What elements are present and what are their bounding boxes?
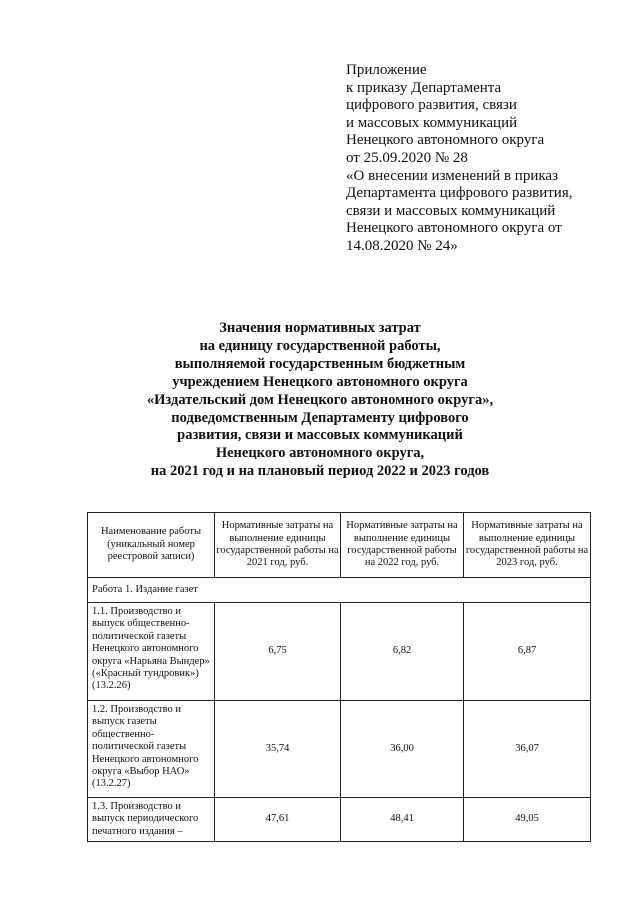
table-row bbox=[88, 701, 591, 798]
value-2022: 48,41 bbox=[341, 798, 464, 842]
appendix-line: связи и массовых коммуникаций bbox=[346, 202, 556, 219]
document-title bbox=[0, 320, 640, 481]
header-cost-2021: Нормативные затраты на выполнение единицы государственной работы на 2021 год, руб. bbox=[215, 513, 341, 578]
title-line: Ненецкого автономного округа, bbox=[215, 445, 425, 462]
appendix-line: Ненецкого автономного округа bbox=[346, 132, 545, 149]
title-line: развития, связи и массовых коммуникаций bbox=[177, 427, 463, 444]
appendix-line: «О внесении изменений в приказ bbox=[346, 167, 558, 184]
appendix-line: Ненецкого автономного округа от bbox=[346, 220, 562, 237]
section-row bbox=[88, 578, 591, 603]
title-line: Значения нормативных затрат bbox=[219, 320, 421, 336]
value-2021: 35,74 bbox=[215, 701, 341, 798]
title-line: подведомственным Департаменту цифрового bbox=[171, 409, 469, 426]
value-2023: 36,07 bbox=[464, 701, 591, 798]
appendix-line: Департамента цифрового развития, bbox=[346, 185, 573, 202]
work-name: 1.3. Производство и выпуск периодического печатного издания – bbox=[88, 798, 215, 842]
value-2021: 47,61 bbox=[215, 798, 341, 842]
table-header-row bbox=[88, 513, 591, 578]
value-2023: 49,05 bbox=[464, 798, 591, 842]
title-line: выполняемой государственным бюджетным bbox=[174, 355, 466, 372]
table-row bbox=[88, 603, 591, 701]
appendix-line: к приказу Департамента bbox=[346, 79, 502, 96]
value-2023: 6,87 bbox=[464, 603, 591, 701]
title-line: на 2021 год и на плановый период 2022 и 2023 годов bbox=[150, 463, 490, 480]
header-cost-2023: Нормативные затраты на выполнение единицы государственной работы на 2023 год, руб. bbox=[464, 513, 591, 578]
table-row bbox=[88, 798, 591, 842]
header-cost-2022: Нормативные затраты на выполнение единицы государственной работы на 2022 год, руб. bbox=[341, 513, 464, 578]
appendix-line: от 25.09.2020 № 28 bbox=[346, 149, 468, 166]
title-line: учреждением Ненецкого автономного округа bbox=[172, 373, 468, 390]
costs-table bbox=[87, 512, 591, 842]
work-name: 1.2. Производство и выпуск газеты общественно-политической газеты Ненецкого автономного округа «Выбор НАО» (13.2.27) bbox=[88, 701, 215, 798]
value-2021: 6,75 bbox=[215, 603, 341, 701]
value-2022: 36,00 bbox=[341, 701, 464, 798]
appendix-line: цифрового развития, связи bbox=[346, 97, 517, 114]
appendix-line: и массовых коммуникаций bbox=[346, 114, 518, 131]
value-2022: 6,82 bbox=[341, 603, 464, 701]
title-line: на единицу государственной работы, bbox=[199, 337, 441, 354]
section-label: Работа 1. Издание газет bbox=[88, 578, 591, 603]
work-name: 1.1. Производство и выпуск общественно-политической газеты Ненецкого автономного округа «Нарьяна Вындер» («Красный тундровик») (13.2.26) bbox=[88, 603, 215, 701]
appendix-line: 14.08.2020 № 24» bbox=[346, 237, 458, 254]
appendix-block bbox=[346, 62, 636, 256]
header-work-name: Наименование работы (уникальный номер реестровой записи) bbox=[88, 513, 215, 578]
title-line: «Издательский дом Ненецкого автономного округа», bbox=[146, 391, 494, 408]
appendix-line: Приложение bbox=[346, 62, 427, 78]
